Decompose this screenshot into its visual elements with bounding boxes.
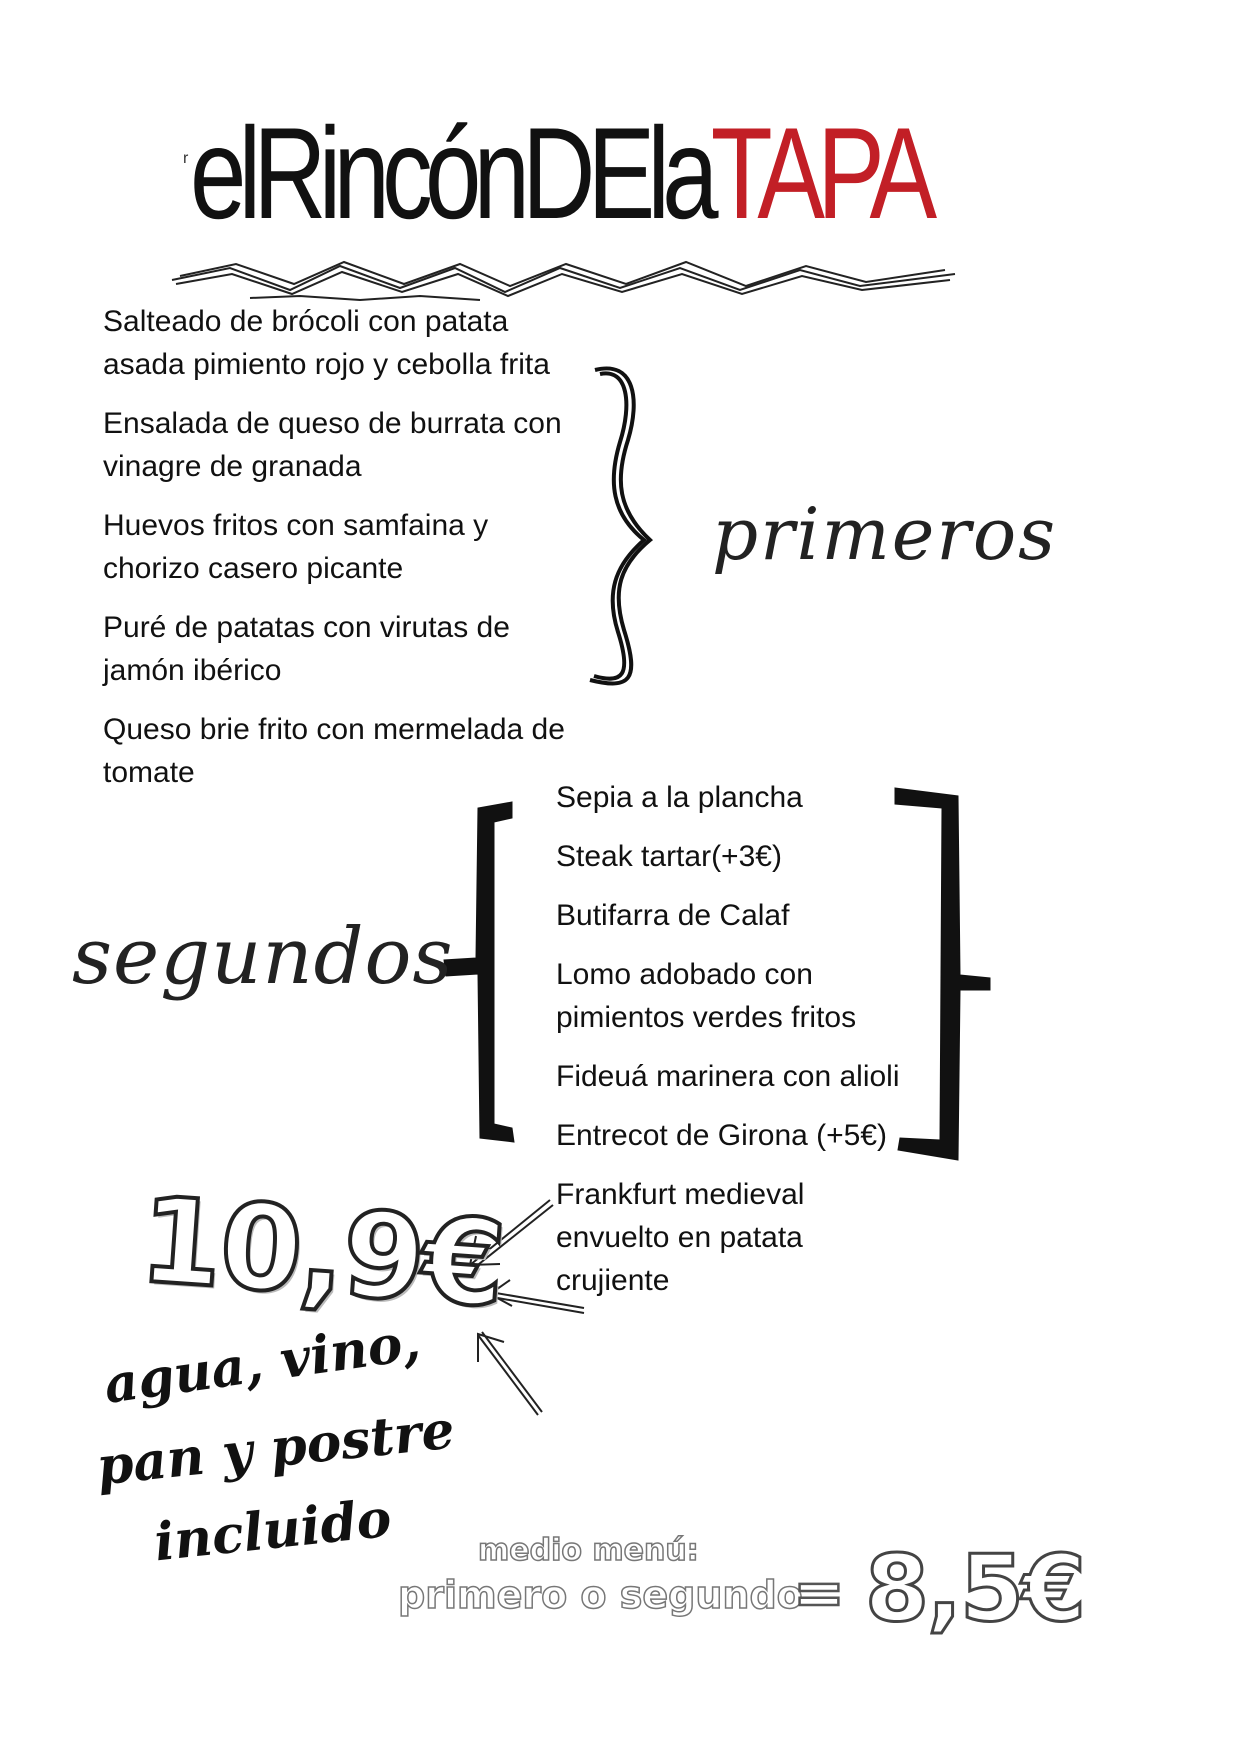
logo-text-red: TAPA <box>710 100 930 246</box>
list-item <box>103 606 623 692</box>
dish-line: Entrecot de Girona (+5€) <box>556 1119 888 1152</box>
equals-sign: = <box>793 1556 845 1629</box>
list-item <box>556 1055 976 1098</box>
dish-line: Frankfurt medieval <box>556 1178 805 1211</box>
logo-text-black: elRincónDEla <box>190 100 711 246</box>
dish-line: Ensalada de queso de burrata con <box>103 407 562 440</box>
list-item <box>556 1114 976 1157</box>
list-item <box>556 894 976 937</box>
list-item <box>103 504 623 590</box>
dish-line: vinagre de granada <box>103 450 362 483</box>
list-item <box>556 1173 976 1302</box>
medio-menu-label: medio menú: <box>478 1533 699 1568</box>
list-item <box>556 776 976 819</box>
dish-line: Fideuá marinera con alioli <box>556 1060 900 1093</box>
list-item <box>103 708 623 794</box>
dish-line: asada pimiento rojo y cebolla frita <box>103 348 550 381</box>
primeros-list <box>103 300 623 794</box>
list-item <box>556 835 976 878</box>
segundos-heading: segundos <box>72 912 454 1002</box>
dish-line: Salteado de brócoli con patata <box>103 305 509 338</box>
segundos-left-bracket-icon <box>444 802 514 1142</box>
zigzag-divider <box>172 262 955 300</box>
list-item <box>103 402 623 488</box>
dish-line: jamón ibérico <box>103 654 282 687</box>
medio-menu-desc: primero o segundo <box>398 1573 803 1617</box>
included-line-3: incluido <box>151 1487 395 1574</box>
dish-line: tomate <box>103 756 195 789</box>
dish-line: Butifarra de Calaf <box>556 899 790 932</box>
menu-price: 10,9€ <box>135 1170 508 1334</box>
dish-line: Huevos fritos con samfaina y <box>103 509 489 542</box>
logo-small-mark: r <box>183 150 189 167</box>
segundos-list <box>556 776 976 1302</box>
included-line-2: pan y postre <box>93 1399 458 1498</box>
primeros-heading: primeros <box>712 492 1058 576</box>
dish-line: pimientos verdes fritos <box>556 1001 857 1034</box>
dish-line: Puré de patatas con virutas de <box>103 611 510 644</box>
list-item <box>103 300 623 386</box>
dish-line: Queso brie frito con mermelada de <box>103 713 565 746</box>
dish-line: chorizo casero picante <box>103 552 404 585</box>
dish-line: Steak tartar(+3€) <box>556 840 782 873</box>
dish-line: envuelto en patata <box>556 1221 803 1254</box>
dish-line: crujiente <box>556 1264 670 1297</box>
medio-menu-price: 8,5€ <box>865 1535 1084 1642</box>
included-line-1: agua, vino, <box>100 1311 425 1416</box>
dish-line: Sepia a la plancha <box>556 781 803 814</box>
dish-line: Lomo adobado con <box>556 958 813 991</box>
list-item <box>556 953 976 1039</box>
